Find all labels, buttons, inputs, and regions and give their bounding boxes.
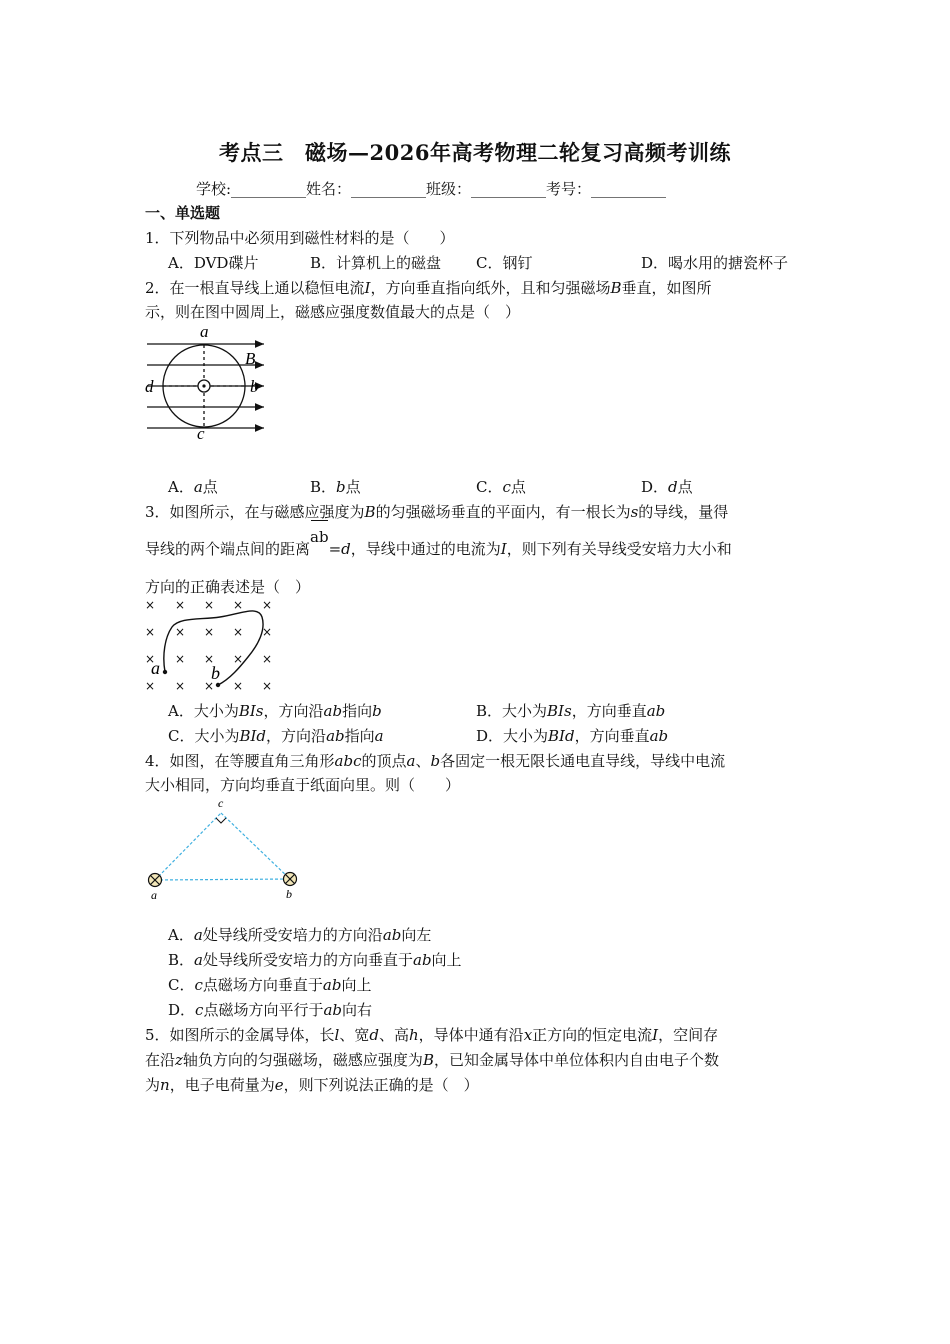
fig2-label-a: a: [200, 322, 209, 341]
q2-option-b: B．b点: [310, 478, 361, 496]
q3-option-a: A．大小为BIs，方向沿ab指向b: [168, 702, 382, 720]
q2-magnetic-field-figure: [140, 322, 275, 442]
q3-stem-line3: 方向的正确表述是（ ）: [145, 578, 311, 596]
fig4-label-c: c: [218, 796, 224, 810]
svg-text:×: ×: [204, 679, 215, 693]
fig2-label-d: d: [145, 377, 154, 396]
fig2-label-B: B: [245, 349, 256, 368]
overline-ab: ab: [310, 527, 329, 547]
q3-option-b: B．大小为BIs，方向垂直ab: [476, 702, 666, 720]
section-heading: 一、单选题: [145, 204, 221, 222]
q3-option-c: C．大小为BId，方向沿ab指向a: [168, 727, 384, 745]
svg-text:×: ×: [233, 652, 244, 666]
q2-option-a: A．a点: [168, 478, 218, 496]
q4-option-b: B．a处导线所受安培力的方向垂直于ab向上: [168, 951, 462, 969]
fig3-label-b: b: [211, 663, 220, 683]
svg-text:×: ×: [145, 625, 156, 639]
student-info-line: 学校:__________姓名：__________班级：__________考号：__________: [196, 180, 667, 198]
q5-stem-line3: 为n，电子电荷量为e，则下列说法正确的是（ ）: [145, 1076, 479, 1094]
q1-stem: 1．下列物品中必须用到磁性材料的是（ ）: [145, 229, 455, 247]
q4-option-a: A．a处导线所受安培力的方向沿ab向左: [168, 926, 432, 944]
fig3-label-a: a: [151, 658, 160, 678]
wire-a-cross-icon: [149, 874, 162, 887]
svg-text:×: ×: [175, 679, 186, 693]
field-cross-marks: [145, 598, 272, 693]
q1-option-d: D．喝水用的搪瓷杯子: [641, 254, 789, 272]
svg-text:×: ×: [145, 679, 156, 693]
q4-stem-line2: 大小相同，方向均垂直于纸面向里。则（ ）: [145, 776, 461, 794]
svg-text:×: ×: [204, 625, 215, 639]
svg-text:×: ×: [262, 652, 273, 666]
q1-option-b: B．计算机上的磁盘: [310, 254, 442, 272]
fig4-label-a: a: [151, 888, 157, 902]
svg-text:×: ×: [233, 598, 244, 612]
svg-text:×: ×: [262, 598, 273, 612]
q4-option-d: D．c点磁场方向平行于ab向右: [168, 1001, 373, 1019]
svg-text:×: ×: [233, 625, 244, 639]
svg-text:×: ×: [204, 652, 215, 666]
q2-option-c: C．c点: [476, 478, 526, 496]
fig2-label-b: b: [250, 377, 259, 396]
q2-stem-line2: 示，则在图中圆周上，磁感应强度数值最大的点是（ ）: [145, 303, 521, 321]
svg-text:×: ×: [175, 625, 186, 639]
fig4-label-b: b: [286, 887, 292, 901]
q1-option-c: C．钢钉: [476, 254, 533, 272]
q4-triangle-figure: [140, 795, 310, 905]
q5-stem-line1: 5．如图所示的金属导体，长l、宽d、高h，导体中通有沿x正方向的恒定电流I，空间存: [145, 1026, 719, 1044]
svg-text:×: ×: [262, 625, 273, 639]
svg-text:×: ×: [145, 652, 156, 666]
q4-option-c: C．c点磁场方向垂直于ab向上: [168, 976, 372, 994]
q2-option-d: D．d点: [641, 478, 693, 496]
svg-text:×: ×: [262, 679, 273, 693]
q3-option-d: D．大小为BId，方向垂直ab: [476, 727, 669, 745]
fig2-label-c: c: [197, 424, 205, 442]
q3-wire-in-field-figure: [140, 595, 280, 693]
svg-text:×: ×: [233, 679, 244, 693]
svg-text:×: ×: [175, 598, 186, 612]
wire-b-cross-icon: [284, 873, 297, 886]
q3-stem-line1: 3．如图所示，在与磁感应强度为B的匀强磁场垂直的平面内，有一根长为s的导线，量得: [145, 503, 729, 521]
svg-text:×: ×: [175, 652, 186, 666]
q3-stem-line2: 导线的两个端点间的距离 ab=d，导线中通过的电流为I，则下列有关导线受安培力大小和: [145, 539, 732, 559]
svg-text:×: ×: [204, 598, 215, 612]
q1-option-a: A．DVD碟片: [168, 254, 259, 272]
q2-stem-line1: 2．在一根直导线上通以稳恒电流I，方向垂直指向纸外，且和匀强磁场B垂直，如图所: [145, 279, 712, 297]
q5-stem-line2: 在沿z轴负方向的匀强磁场，磁感应强度为B，已知金属导体中单位体积内自由电子个数: [145, 1051, 719, 1069]
q4-stem-line1: 4．如图，在等腰直角三角形abc的顶点a、b各固定一根无限长通电直导线，导线中电流: [145, 752, 726, 770]
svg-text:×: ×: [145, 598, 156, 612]
page-title: 考点三 磁场—2026年高考物理二轮复习高频考训练: [219, 140, 731, 165]
